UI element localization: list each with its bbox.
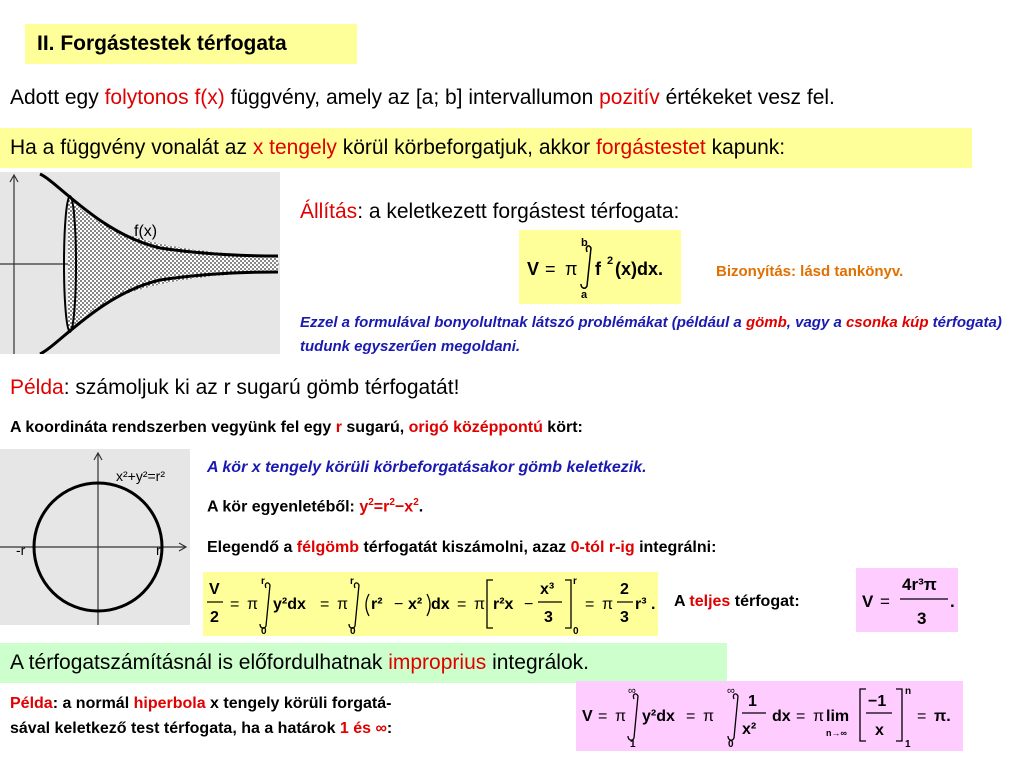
intro-text-2: függvény, amely az [a; b] intervallumon	[224, 86, 600, 109]
note-highlight-cone: csonka kúp	[845, 314, 929, 331]
hy-upper1: ∞	[628, 685, 636, 697]
claim-text: a keletkezett forgástest térfogata:	[363, 200, 680, 223]
hyperbola-formula	[576, 681, 963, 751]
claim-label: Állítás	[300, 200, 358, 223]
formula-rest: (x)dx.	[615, 259, 664, 279]
hyperbola-formula-svg	[576, 681, 963, 751]
circle-eq-y: y	[359, 498, 369, 516]
integral-sign	[581, 246, 591, 288]
hyperbola-line-1	[10, 691, 392, 716]
hf-r3: r³	[635, 596, 647, 613]
hyperbola-highlight: hiperbola	[133, 695, 206, 712]
example-text: számoljuk ki az r sugarú gömb térfogatát!	[69, 376, 460, 399]
full-highlight-total: teljes	[689, 593, 731, 610]
hy-V: V	[582, 708, 593, 725]
formula-f: f	[595, 259, 601, 279]
fv-denominator: 3	[917, 609, 927, 628]
hf-paren-close	[427, 594, 430, 616]
note-text-3: térfogata) tudunk egyszerűen megoldani.	[300, 314, 1002, 355]
proof-note: Bizonyítás: lásd tankönyv.	[716, 263, 904, 280]
formula-pi: π	[565, 259, 578, 279]
full-volume-label	[674, 593, 800, 611]
intro-highlight-positive: pozitív	[599, 86, 660, 109]
hy-y2dx: y²dx	[642, 708, 675, 725]
note-text-1: Ezzel a formulával bonyolultnak látszó problémákat (például a	[300, 314, 746, 331]
hyperbola-label: Példa	[10, 695, 53, 712]
formula-eq: =	[545, 259, 556, 279]
circle-graph-panel	[0, 449, 190, 625]
hf-pi1: π	[247, 596, 259, 613]
hf-y2dx: y²dx	[273, 596, 306, 613]
hf-x2: x²	[408, 596, 423, 613]
setup-text-1: A koordináta rendszerben vegyünk fel egy	[10, 419, 336, 436]
hf-minus2: −	[524, 596, 534, 613]
hyperbola-text-3: sával keletkező test térfogata, ha a határok	[10, 720, 340, 737]
neg-r-label: -r	[16, 542, 26, 558]
hy-dx: dx	[772, 708, 791, 725]
fv-numerator: 4r³π	[902, 575, 937, 594]
claim-line	[300, 200, 679, 224]
circle-eq-sup1: 2	[368, 497, 374, 508]
hy-integral1	[628, 694, 638, 740]
hf-bracket-close	[565, 580, 571, 628]
hf-lower2: 0	[350, 626, 356, 636]
rotation-highlight-solid: forgástestet	[596, 136, 706, 159]
hyperbola-text-4: :	[386, 720, 393, 737]
pos-r-label: r	[156, 542, 161, 558]
full-text-1: A	[674, 593, 690, 610]
formula-V: V	[527, 259, 540, 279]
circle-graph	[0, 449, 190, 625]
hf-three-b: 3	[620, 609, 629, 626]
hemisphere-formula-svg	[203, 572, 658, 636]
hy-pi2: π	[703, 708, 715, 725]
hy-eq3: =	[796, 708, 806, 725]
hyperbola-example	[10, 691, 392, 741]
page-title: II. Forgástestek térfogata	[25, 24, 357, 64]
circle-eq-sup2: 2	[389, 497, 395, 508]
improper-text-1: A térfogatszámításnál is előfordulhatnak	[10, 651, 389, 674]
hf-eq4: =	[585, 596, 595, 613]
rotation-highlight-axis: x tengely	[252, 136, 337, 159]
hf-pi4: π	[602, 596, 614, 613]
hy-x: x	[875, 722, 884, 739]
fv-dot: .	[950, 592, 955, 611]
hy-pi1: π	[615, 708, 627, 725]
hf-pi2: π	[337, 596, 349, 613]
hf-lower1: 0	[261, 626, 267, 636]
intro-text-1: Adott egy	[10, 86, 105, 109]
hyperbola-text-2: x tengely körüli forgatá-	[205, 695, 392, 712]
full-volume-formula	[856, 568, 958, 632]
setup-text-3: kört:	[542, 419, 583, 436]
formula-upper-limit: b	[581, 237, 588, 249]
sphere-note: A kör x tengely körüli körbeforgatásakor gömb keletkezik.	[207, 459, 647, 476]
hy-eq4: =	[917, 708, 927, 725]
hf-bracket-lower: 0	[573, 626, 579, 636]
hy-lower1: 1	[630, 739, 636, 750]
hf-dot: .	[651, 596, 656, 613]
rotation-statement	[0, 128, 972, 168]
hf-r2: r²	[371, 596, 383, 613]
function-label: f(x)	[134, 223, 158, 240]
solid-body	[68, 196, 278, 332]
fv-eq: =	[880, 592, 890, 611]
note-text-2: , vagy a	[786, 314, 846, 331]
claim-colon: :	[357, 200, 364, 223]
hyperbola-line-2	[10, 716, 392, 741]
revolution-graph-panel	[0, 172, 280, 354]
hf-dx: dx	[431, 596, 450, 613]
setup-highlight-r: r	[335, 419, 342, 436]
hemisphere-formula	[203, 572, 658, 636]
hf-x3: x³	[540, 581, 555, 598]
half-text-2: térfogatát kiszámolni, azaz	[359, 539, 571, 556]
hf-integral2	[349, 583, 359, 628]
full-volume-formula-svg	[856, 568, 958, 632]
hy-pi3: π	[813, 708, 825, 725]
hf-V: V	[209, 581, 220, 598]
hf-minus1: −	[394, 596, 404, 613]
hy-neg1: −1	[868, 693, 887, 710]
half-text-3: integrálni:	[634, 539, 717, 556]
revolution-graph	[0, 172, 280, 354]
intro-text-3: értékeket vesz fel.	[659, 86, 835, 109]
note-highlight-sphere: gömb	[745, 314, 787, 331]
example-colon: :	[63, 376, 70, 399]
example-label: Példa	[10, 376, 64, 399]
improper-text-2: integrálok.	[486, 651, 589, 674]
hy-den1: x²	[742, 721, 757, 738]
hf-paren-open	[366, 594, 369, 616]
rotation-text-1: Ha a függvény vonalát az	[10, 136, 253, 159]
circle-equation-line	[207, 497, 423, 516]
circle-eq-x: −x	[394, 498, 414, 516]
hf-eq1: =	[230, 596, 240, 613]
intro-highlight-continuous: folytonos f(x)	[104, 86, 225, 109]
half-highlight-hemisphere: félgömb	[296, 539, 360, 556]
hf-bracket-upper: r	[573, 576, 577, 587]
circle-eq-text: A kör egyenletéből:	[207, 498, 360, 516]
formula-lower-limit: a	[581, 289, 588, 301]
half-highlight-bounds: 0-tól r-ig	[570, 539, 635, 556]
example-line	[10, 376, 459, 400]
hy-result: π.	[934, 708, 951, 725]
rotation-text-3: kapunk:	[705, 136, 786, 159]
hf-integral1	[260, 583, 270, 628]
hy-lim-sub: n→∞	[826, 728, 847, 738]
hy-eq2: =	[686, 708, 696, 725]
full-text-2: térfogat:	[730, 593, 800, 610]
hf-two-b: 2	[620, 581, 629, 598]
circle-eq-dot: .	[418, 498, 424, 516]
hf-upper2: r	[350, 576, 354, 587]
half-sphere-line	[207, 539, 716, 557]
improper-highlight: improprius	[388, 651, 487, 674]
volume-formula	[519, 230, 681, 304]
circle-eq-sup3: 2	[413, 497, 419, 508]
hy-lower2: 0	[728, 739, 734, 750]
half-text-1: Elegendő a	[207, 539, 297, 556]
volume-formula-svg	[519, 230, 681, 304]
fv-V: V	[862, 592, 874, 611]
circle-eq-r: =r	[373, 498, 390, 516]
hf-eq2: =	[320, 596, 330, 613]
setup-text-2: sugarú,	[341, 419, 409, 436]
setup-line	[10, 419, 583, 437]
hyperbola-bounds: 1 és ∞	[339, 720, 387, 737]
hf-three: 3	[544, 609, 553, 626]
hy-bracket-upper: n	[905, 686, 912, 697]
hf-eq3: =	[457, 596, 467, 613]
formula-usage-note	[300, 311, 1020, 359]
hy-bracket-close	[896, 689, 902, 741]
hy-eq1: =	[598, 708, 608, 725]
hy-bracket-lower: 1	[905, 739, 911, 750]
formula-exp: 2	[607, 255, 614, 267]
hy-integral2	[728, 694, 738, 740]
hf-r2x: r²x	[493, 596, 514, 613]
hyperbola-text-1: : a normál	[52, 695, 134, 712]
hy-upper2: ∞	[727, 685, 735, 697]
rotation-text-2: körül körbeforgatjuk, akkor	[336, 136, 597, 159]
setup-highlight-origin: origó középpontú	[408, 419, 543, 436]
hy-bracket-open	[860, 689, 866, 741]
hf-pi3: π	[474, 596, 486, 613]
hy-lim: lim	[826, 708, 850, 725]
hf-two: 2	[210, 609, 219, 626]
hy-num1: 1	[748, 693, 757, 710]
improper-statement	[0, 643, 727, 683]
intro-sentence	[10, 86, 835, 110]
hf-upper1: r	[261, 576, 265, 587]
circle-equation-label: x²+y²=r²	[116, 468, 165, 484]
